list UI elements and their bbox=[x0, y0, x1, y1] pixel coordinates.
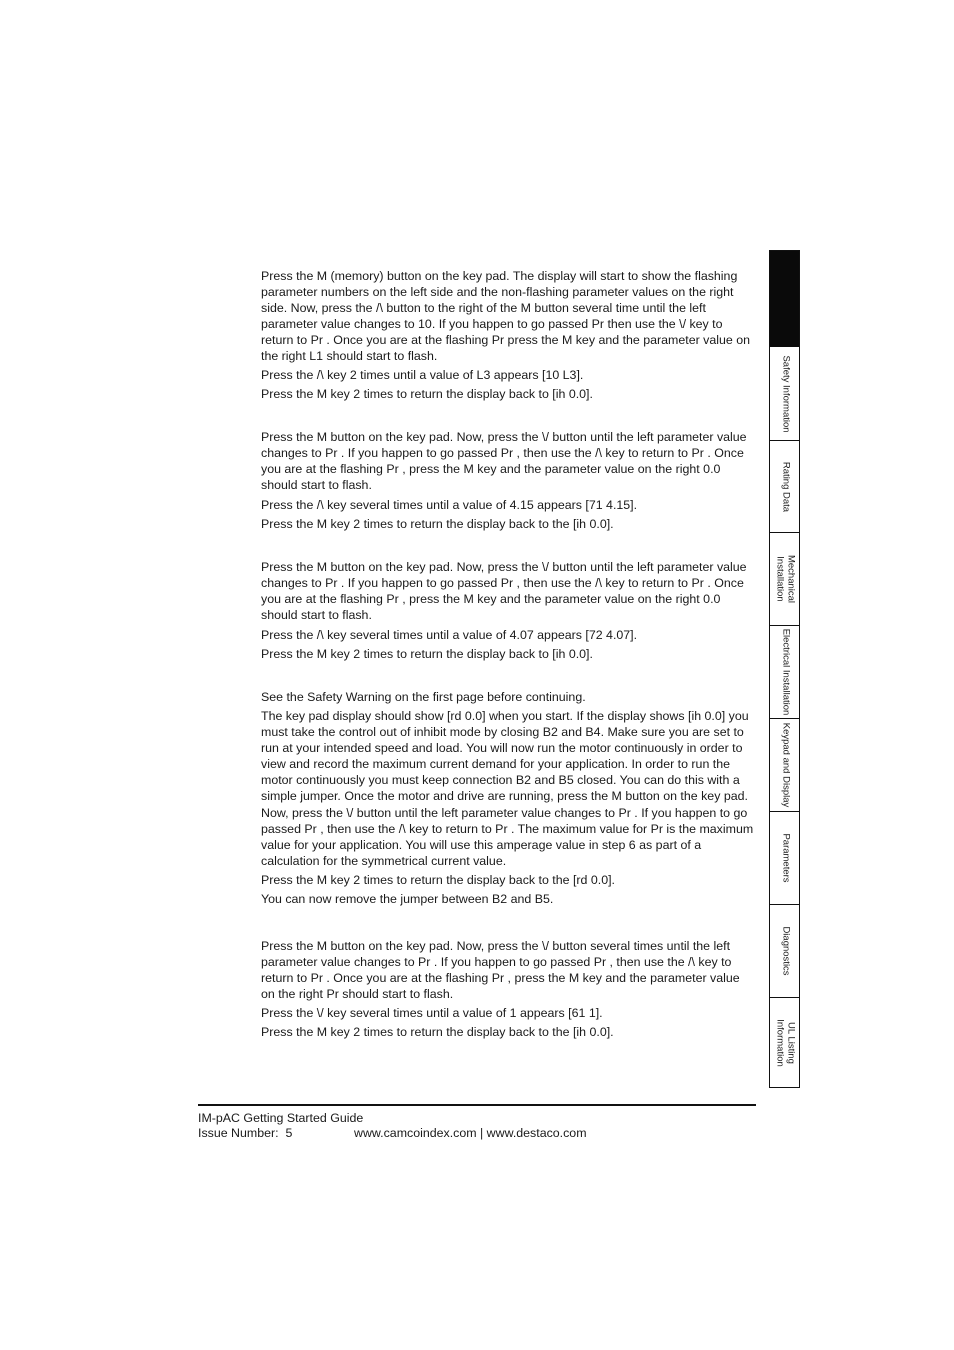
footer-guide-title: IM-pAC Getting Started Guide bbox=[198, 1111, 364, 1125]
paragraph: Press the M button on the key pad. Now, press the \/ button until the left parameter value changes to Pr . If you happen to go passed Pr , then use the /\ key to return to Pr . Once you are at the flashing Pr , press the M key and the parameter value on the right 0.0 should start to flash. bbox=[261, 560, 747, 623]
tab-label: Rating Data bbox=[779, 461, 791, 512]
tab-rating-data[interactable] bbox=[770, 440, 799, 532]
tab-label: Keypad and Display bbox=[779, 722, 791, 808]
paragraph: Press the M button on the key pad. Now, press the \/ button several times until the left parameter value changes to Pr . If you happen to go passed Pr , then use the /\ key to return to Pr . Once you are at the flashing Pr , press the M key and the parameter value on the right Pr should start to flash. bbox=[261, 939, 740, 1002]
tab-parameters[interactable] bbox=[770, 811, 799, 904]
tab-diagnostics[interactable] bbox=[770, 904, 799, 997]
tab-label: Mechanical Installation bbox=[774, 554, 796, 604]
paragraph: Press the /\ key 2 times until a value of L3 appears [10 L3]. bbox=[261, 368, 584, 382]
paragraph: Press the M button on the key pad. Now, press the \/ button until the left parameter value changes to Pr . If you happen to go passed Pr , then use the /\ key to return to Pr . Once you are at the flashing Pr , press the M key and the parameter value on the right 0.0 should start to flash. bbox=[261, 430, 747, 493]
tab-safety-information[interactable] bbox=[770, 347, 799, 440]
footer-divider bbox=[198, 1104, 756, 1106]
tab-label: Electrical Installation bbox=[779, 628, 791, 716]
paragraph: Press the M key 2 times to return the display back to [ih 0.0]. bbox=[261, 387, 593, 401]
tab-mechanical-installation[interactable] bbox=[770, 532, 799, 625]
paragraph: Press the M key 2 times to return the display back to the [rd 0.0]. bbox=[261, 873, 615, 887]
paragraph: You can now remove the jumper between B2 and B5. bbox=[261, 892, 554, 906]
tab-keypad-and-display[interactable] bbox=[770, 718, 799, 811]
paragraph: Press the M key 2 times to return the display back to [ih 0.0]. bbox=[261, 647, 593, 661]
paragraph: Press the M (memory) button on the key pad. The display will start to show the flashing parameter numbers on the left side and the non-flashing parameter values on the right side. Now, press the /\ button to the right of the M button several time until the left parameter value changes to 10. If you happen to go passed Pr then use the \/ key to return to Pr . Once you are at the flashing Pr press the M key and the parameter value on the right L1 should start to flash. bbox=[261, 269, 751, 364]
tab-ul-listing-information[interactable] bbox=[770, 997, 799, 1087]
tab-label: UL Listing Information bbox=[774, 1018, 796, 1067]
tab-label: Parameters bbox=[779, 833, 791, 883]
chapter-tabs bbox=[769, 250, 800, 1088]
paragraph: Press the \/ key several times until a value of 1 appears [61 1]. bbox=[261, 1006, 603, 1020]
footer-websites[interactable]: www.camcoindex.com | www.destaco.com bbox=[354, 1126, 587, 1140]
paragraph: Press the /\ key several times until a value of 4.15 appears [71 4.15]. bbox=[261, 498, 638, 512]
paragraph: The key pad display should show [rd 0.0] when you start. If the display shows [ih 0.0] you must take the control out of inhibit mode by closing B2 and B4. Make sure you are set to run at your intended speed and load. You will now run the motor continuously in order to view and record the maximum current demand for your application. In order to run the motor continuously you must keep connection B2 and B5 closed. You can do this with a simple jumper. Once the motor and drive are running, press the M button on the key pad. Now, press the \/ button until the left parameter value changes to Pr . If you happen to go passed Pr , then use the /\ key to return to Pr . The maximum value for Pr is the maximum value for your application. You will use this amperage value in step 6 as part of a calculation for the symmetrical current value. bbox=[261, 709, 754, 868]
current-chapter-marker bbox=[770, 251, 799, 347]
paragraph: Press the /\ key several times until a value of 4.07 appears [72 4.07]. bbox=[261, 628, 638, 642]
tab-label: Diagnostics bbox=[779, 926, 791, 976]
tab-electrical-installation[interactable] bbox=[770, 625, 799, 718]
paragraph: Press the M key 2 times to return the display back to the [ih 0.0]. bbox=[261, 517, 614, 531]
paragraph: Press the M key 2 times to return the display back to the [ih 0.0]. bbox=[261, 1025, 614, 1039]
tab-label: Safety Information bbox=[779, 354, 791, 433]
paragraph: See the Safety Warning on the first page before continuing. bbox=[261, 690, 586, 704]
footer-issue-number: Issue Number: 5 bbox=[198, 1126, 293, 1140]
